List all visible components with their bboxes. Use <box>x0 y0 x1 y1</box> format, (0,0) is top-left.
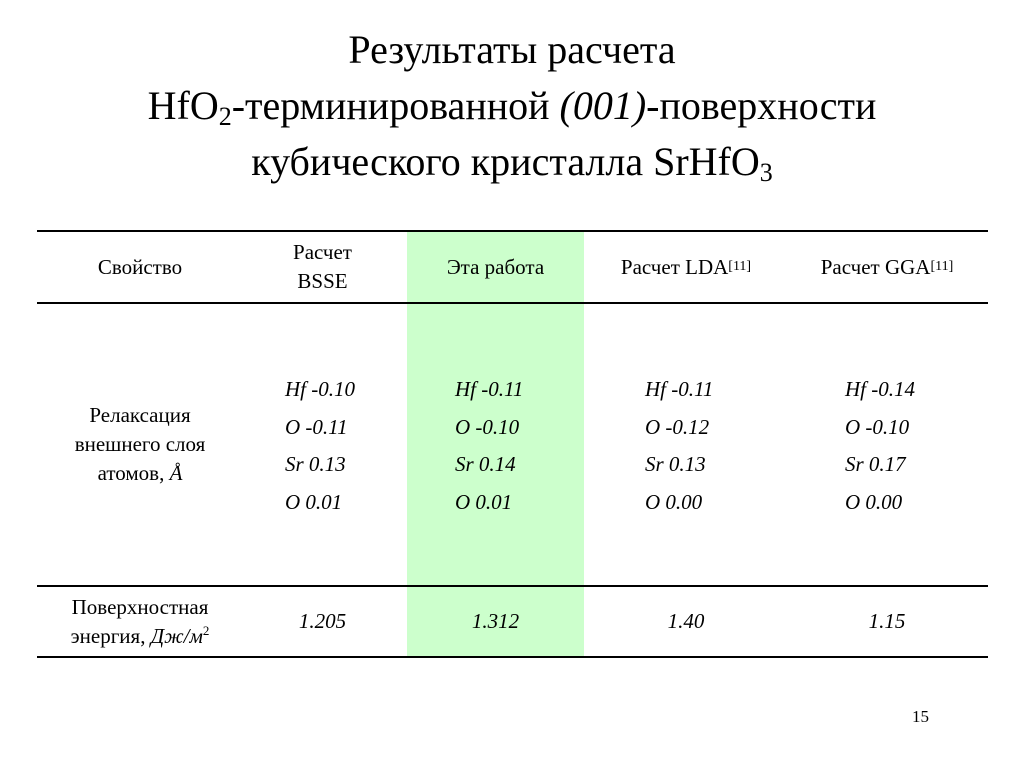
title-text: кубического кристалла SrHfO <box>251 139 760 184</box>
relaxation-value: Hf -0.11 <box>645 377 714 401</box>
header-bsse-line-1: Расчет <box>293 240 352 264</box>
relaxation-value: O -0.10 <box>845 414 910 439</box>
title-subscript: 2 <box>218 102 232 131</box>
header-gga: Расчет GGA [11] <box>786 232 988 302</box>
page-number: 15 <box>912 707 929 726</box>
header-lda: Расчет LDA [11] <box>586 232 786 302</box>
row-surface-energy-label <box>40 587 240 656</box>
relaxation-value: O 0.00 <box>845 489 903 514</box>
relaxation-value: Sr 0.14 <box>455 452 516 476</box>
title-text: -поверхности <box>646 83 877 128</box>
title-line-1: Результаты расчета <box>348 27 676 72</box>
title-text: -терминированной <box>231 83 560 128</box>
row-relaxation-label <box>40 303 240 585</box>
relaxation-gga-values <box>845 371 915 521</box>
table-bottom-rule <box>37 656 988 658</box>
relaxation-value: Hf -0.10 <box>285 377 355 401</box>
surface-energy-unit: Дж/м <box>150 623 203 648</box>
surface-energy-label-line-1: Поверхностная <box>71 594 209 619</box>
header-property: Свойство <box>97 254 183 279</box>
relaxation-value: Hf -0.14 <box>845 377 915 401</box>
header-this-work: Эта работа <box>446 254 545 279</box>
surface-energy-label-line-2 <box>71 622 210 651</box>
relaxation-value: Sr 0.17 <box>845 452 906 476</box>
surface-energy-gga: 1.15 <box>868 609 906 633</box>
surface-energy-this-work: 1.312 <box>471 609 520 633</box>
relaxation-value: Hf -0.11 <box>455 377 524 401</box>
relaxation-label-line-3 <box>98 459 183 488</box>
header-bsse-line-2: BSSE <box>297 269 348 293</box>
header-bsse <box>240 232 405 302</box>
surface-energy-unit-exponent: 2 <box>202 622 210 638</box>
title-miller-index: (001) <box>559 83 647 128</box>
relaxation-value: Sr 0.13 <box>645 452 706 476</box>
relaxation-bsse-values <box>285 371 355 521</box>
relaxation-this-work-values <box>455 371 523 521</box>
header-gga-label: Расчет GGA <box>820 254 931 279</box>
relaxation-unit: Å <box>169 460 183 485</box>
relaxation-value: O 0.01 <box>455 489 513 514</box>
surface-energy-lda: 1.40 <box>667 609 705 633</box>
title-line-3 <box>0 134 1024 190</box>
relaxation-label-line-2: внешнего слоя <box>74 431 206 456</box>
relaxation-value: Sr 0.13 <box>285 452 346 476</box>
title-line-2 <box>0 78 1024 134</box>
title-formula-hfo: HfO <box>147 83 219 128</box>
relaxation-value: O 0.00 <box>645 489 703 514</box>
surface-energy-bsse: 1.205 <box>298 609 347 633</box>
relaxation-label-text: атомов, <box>97 460 170 485</box>
relaxation-value: O -0.10 <box>455 414 520 439</box>
surface-energy-label-text: энергия, <box>70 623 151 648</box>
relaxation-lda-values <box>645 371 713 521</box>
relaxation-value: O -0.12 <box>645 414 710 439</box>
header-lda-label: Расчет LDA <box>620 254 729 279</box>
relaxation-label-line-1: Релаксация <box>89 402 191 427</box>
slide-title <box>0 22 1024 190</box>
relaxation-value: O -0.11 <box>285 414 348 439</box>
title-subscript: 3 <box>759 158 773 187</box>
relaxation-value: O 0.01 <box>285 489 343 514</box>
